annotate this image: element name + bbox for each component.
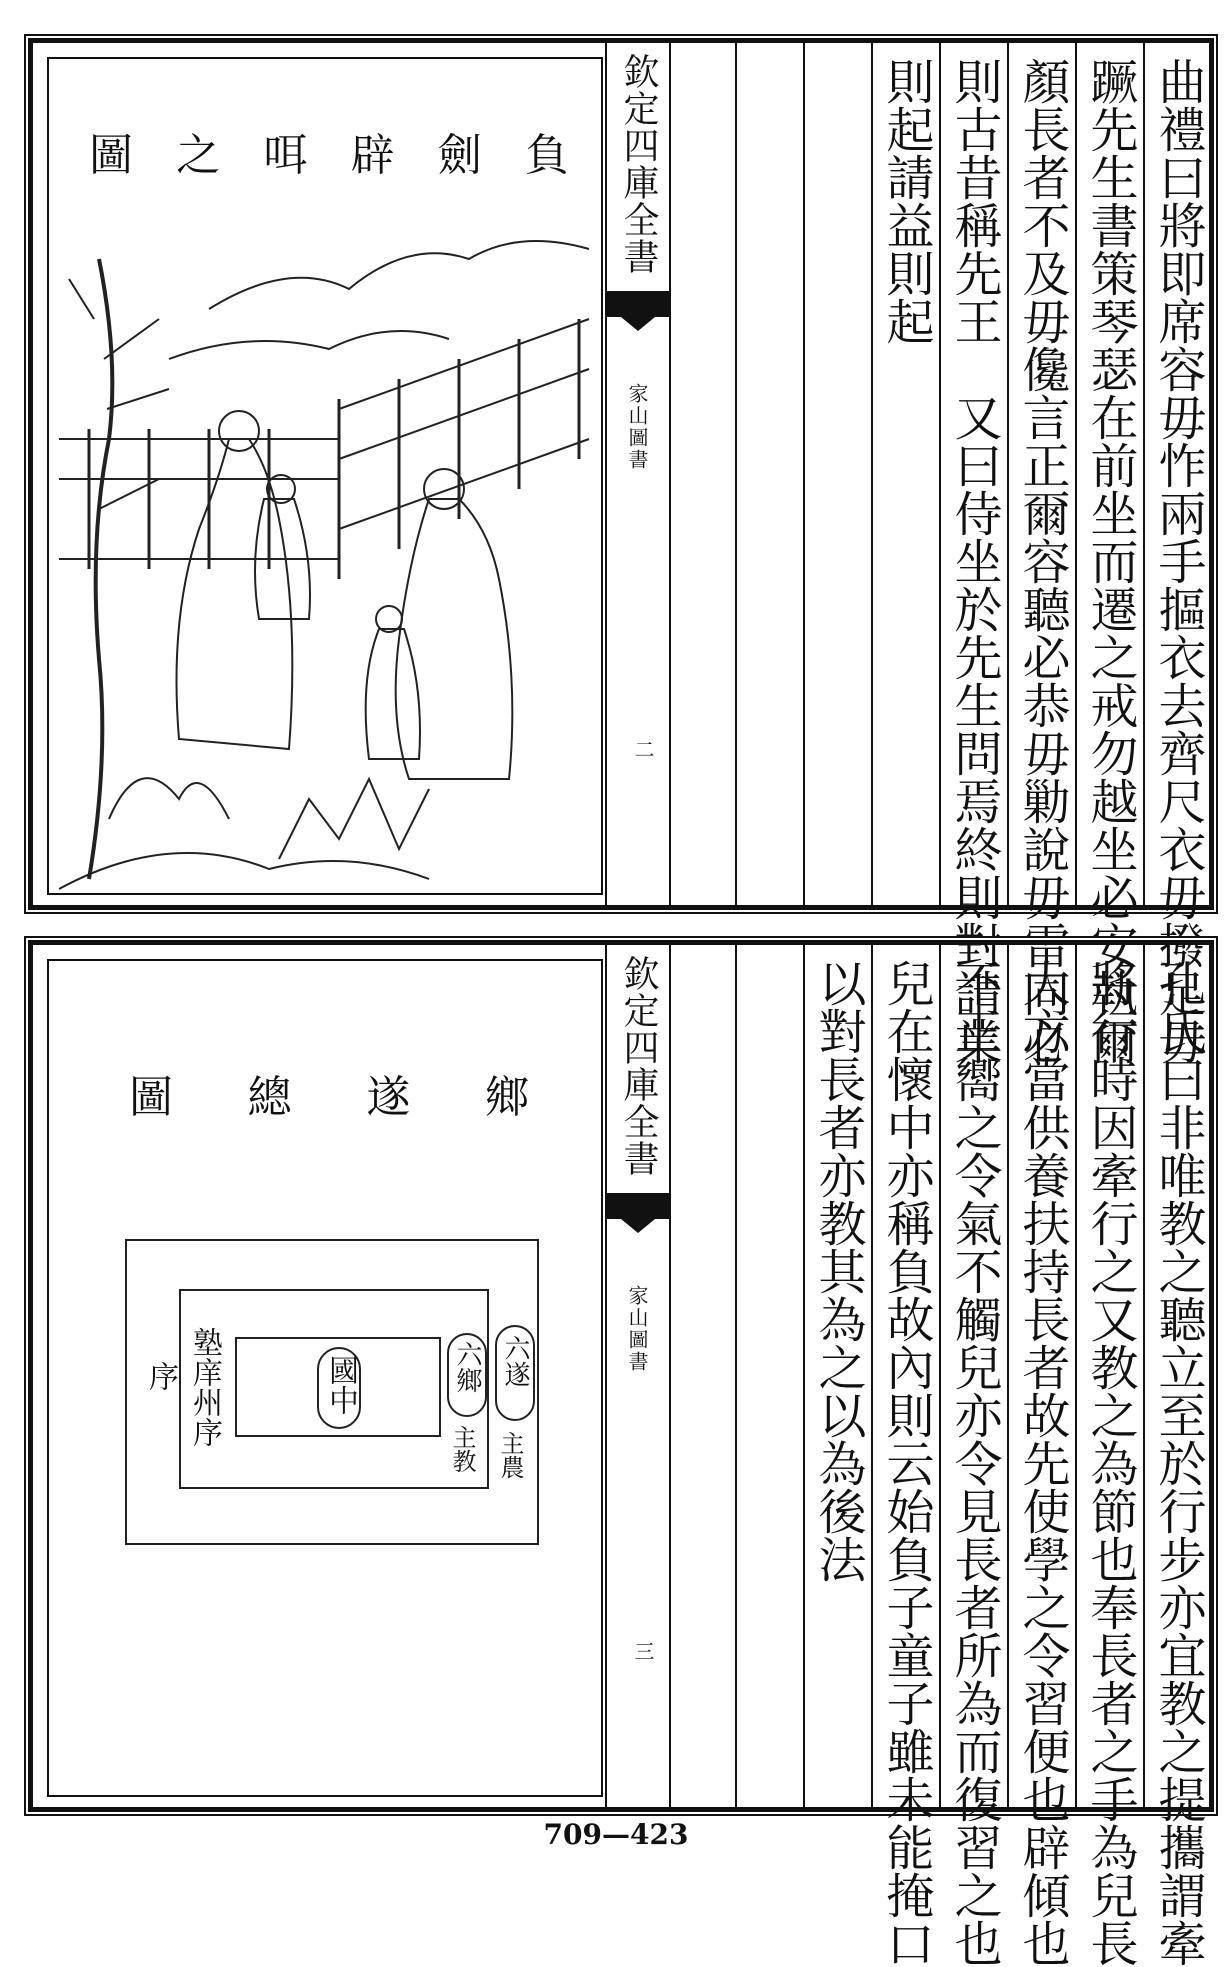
text-column (1007, 43, 1073, 1065)
caption-char: 咡 (263, 130, 308, 181)
column-text: 兒在懷中亦稱負故內則云始負子童子雖未能掩口 (878, 959, 934, 1967)
six-sui-label: 六遂 (500, 1335, 530, 1387)
book-gutter (605, 945, 671, 1807)
caption-char: 總 (247, 1072, 292, 1123)
six-xiang-label: 六鄉 (452, 1341, 482, 1393)
diagram-caption (129, 1061, 529, 1125)
text-column (803, 43, 869, 905)
gutter-subtitle: 家山圖書 (625, 383, 649, 471)
gutter-page-number: 二 (631, 739, 655, 759)
book-gutter (605, 43, 671, 905)
column-text: 則古昔稱先王 又曰侍坐於先生問焉終則對請業 (946, 57, 1002, 1065)
text-column (939, 945, 1005, 1967)
column-text: 不正嚮之令氣不觸兒亦令見長者所為而復習之也 (946, 959, 1002, 1967)
xiang-ruler-label: 主教 (448, 1425, 476, 1473)
gutter-book-title: 欽定四庫全書 (618, 53, 659, 275)
middle-box (179, 1289, 489, 1489)
diagram-panel (47, 959, 603, 1797)
text-column (803, 945, 869, 1807)
column-text: 蹶先生書策琴瑟在前坐而遷之戒勿越坐必安執爾 (1082, 57, 1138, 1065)
text-columns (667, 43, 1209, 1065)
illustration-panel (47, 57, 603, 895)
column-text: 將行時因牽行之又教之為節也奉長者之手為兒長 (1082, 959, 1138, 1967)
column-text: 大方當供養扶持長者故先使學之令習便也辟傾也 (1014, 959, 1070, 1967)
six-xiang-ring (447, 1333, 487, 1417)
caption-char: 圖 (89, 130, 133, 181)
caption-char: 負 (524, 130, 569, 181)
text-column (735, 43, 801, 905)
text-column (1143, 945, 1209, 1967)
text-column (871, 945, 937, 1967)
middle-label: 塾庠州序 (187, 1327, 222, 1447)
column-text: 則起請益則起 (878, 57, 934, 345)
caption-char: 劍 (437, 130, 482, 181)
text-columns (667, 945, 1209, 1967)
gutter-page-number: 三 (631, 1641, 655, 1661)
text-column (1075, 43, 1141, 1065)
text-column (939, 43, 1005, 1065)
caption-char: 辟 (350, 130, 395, 181)
sui-ruler-label: 主農 (496, 1431, 524, 1479)
caption-char: 鄉 (484, 1072, 529, 1123)
column-text: 曲禮曰將即席容毋怍兩手摳衣去齊尺衣毋撥足毋 (1150, 57, 1206, 1065)
text-column (735, 945, 801, 1807)
caption-char: 遂 (366, 1072, 411, 1123)
gutter-subtitle: 家山圖書 (625, 1285, 649, 1373)
inner-box (235, 1337, 441, 1437)
six-sui-ring (495, 1325, 535, 1421)
caption-char: 之 (176, 130, 221, 181)
outer-label: 序 (143, 1361, 178, 1391)
fishtail-mark (607, 291, 669, 317)
center-label: 國中 (323, 1355, 358, 1415)
text-column (1075, 945, 1141, 1967)
text-column (1143, 43, 1209, 1065)
page-footer-number: 709—423 (543, 1818, 689, 1851)
caption-char: 圖 (129, 1072, 173, 1123)
outer-box (125, 1239, 539, 1545)
fishtail-mark (607, 1193, 669, 1219)
figure-scene-drawing (49, 59, 601, 893)
column-text: 孔氏曰非唯教之聽立至於行步亦宜教之提攜謂牽 (1150, 959, 1206, 1967)
text-column (1007, 945, 1073, 1967)
text-column (871, 43, 937, 905)
gutter-book-title: 欽定四庫全書 (618, 955, 659, 1177)
column-text: 顏長者不及毋儳言正爾容聽必恭毋勦說毋雷同必 (1014, 57, 1070, 1065)
column-text: 以對長者亦教其為之以為後法 (810, 959, 866, 1583)
center-ring (317, 1347, 361, 1429)
top-page (28, 38, 1214, 1065)
